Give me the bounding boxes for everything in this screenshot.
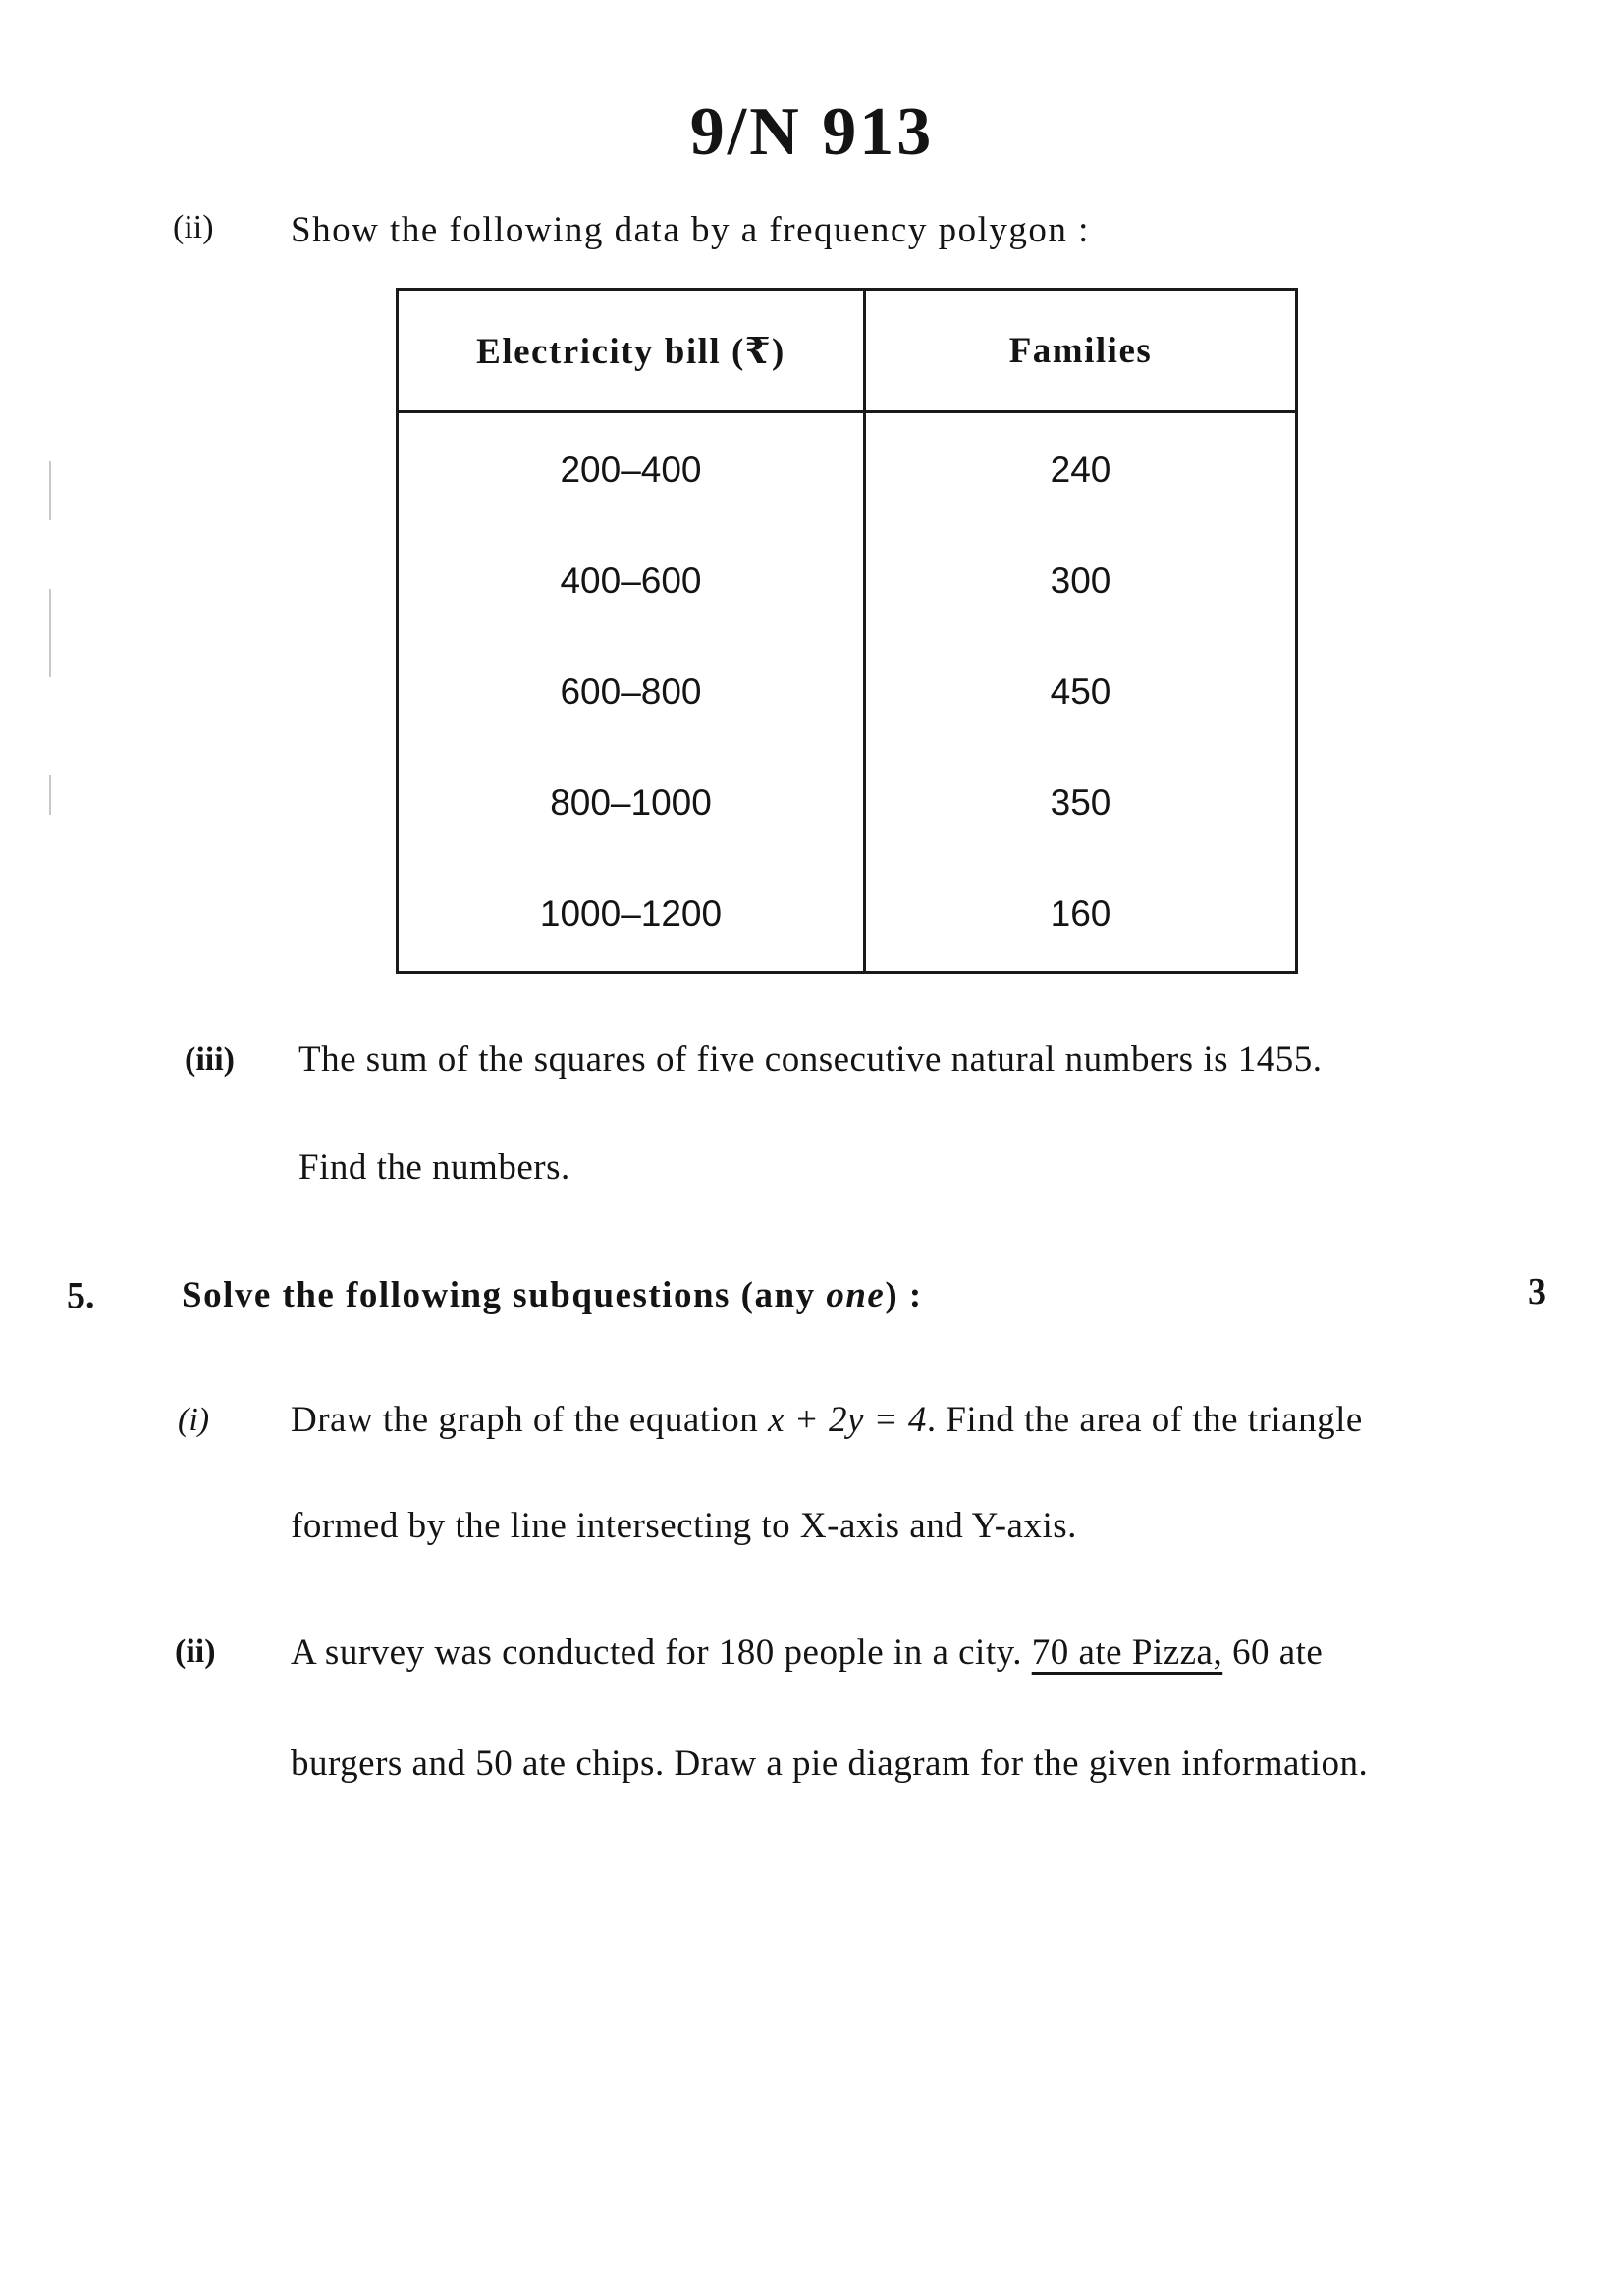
- table-row: [398, 637, 1297, 748]
- table-cell: 450: [1050, 670, 1111, 712]
- table-cell: 300: [1050, 561, 1111, 602]
- margin-mark: [49, 589, 51, 677]
- underlined-text: 70 ate Pizza,: [1031, 1632, 1223, 1673]
- subquestion-text-5ii-line2: burgers and 50 ate chips. Draw a pie diagram for the given information.: [291, 1743, 1369, 1784]
- margin-mark: [49, 775, 51, 815]
- question-number: 5.: [67, 1275, 95, 1316]
- table-cell: 200–400: [398, 412, 865, 527]
- subquestion-label-ii: (ii): [173, 209, 214, 245]
- text-fragment: A survey was conducted for 180 people in a city.: [291, 1632, 1032, 1673]
- equation: x + 2y = 4: [768, 1400, 927, 1440]
- margin-mark: [49, 461, 51, 520]
- subquestion-text-iii-line1: The sum of the squares of five consecutive natural numbers is 1455.: [298, 1040, 1323, 1080]
- table-cell: 400–600: [398, 526, 865, 637]
- column-header: Electricity bill (₹): [398, 290, 865, 412]
- table-row: [398, 526, 1297, 637]
- table-cell: 600–800: [398, 637, 865, 748]
- table-row: [398, 858, 1297, 973]
- subquestion-text-5ii-line1: [291, 1631, 1587, 1674]
- table-header-row: [398, 290, 1297, 412]
- table-cell: 1000–1200: [398, 858, 865, 973]
- table-cell: 800–1000: [398, 747, 865, 858]
- electricity-bill-table: [396, 288, 1298, 974]
- subquestion-text-iii-line2: Find the numbers.: [298, 1148, 570, 1188]
- column-header: Families: [865, 290, 1297, 412]
- question-heading-suffix: ) :: [885, 1275, 923, 1315]
- table-row: [398, 747, 1297, 858]
- subquestion-label-5i: (i): [178, 1402, 210, 1438]
- subquestion-label-5ii: (ii): [175, 1633, 216, 1670]
- text-fragment: Draw the graph of the equation: [291, 1400, 769, 1440]
- question-heading-emphasis: one: [826, 1275, 886, 1315]
- subquestion-text-5i-line1: [291, 1399, 1587, 1441]
- text-fragment: 60 ate: [1222, 1632, 1324, 1673]
- subquestion-label-iii: (iii): [185, 1041, 235, 1078]
- table-cell: 240: [1050, 449, 1111, 490]
- question-heading-prefix: Solve the following subquestions (any: [182, 1275, 827, 1315]
- subquestion-text-5i-line2: formed by the line intersecting to X-axis and Y-axis.: [291, 1506, 1077, 1546]
- table-cell: 160: [1050, 893, 1111, 934]
- subquestion-text-ii: Show the following data by a frequency polygon :: [291, 210, 1090, 250]
- question-marks: 3: [1528, 1271, 1546, 1312]
- table-row: [398, 412, 1297, 527]
- page-code: 9/N 913: [689, 94, 935, 170]
- table-cell: 350: [1050, 781, 1111, 823]
- question-heading: [182, 1274, 923, 1316]
- text-fragment: . Find the area of the triangle: [926, 1400, 1363, 1440]
